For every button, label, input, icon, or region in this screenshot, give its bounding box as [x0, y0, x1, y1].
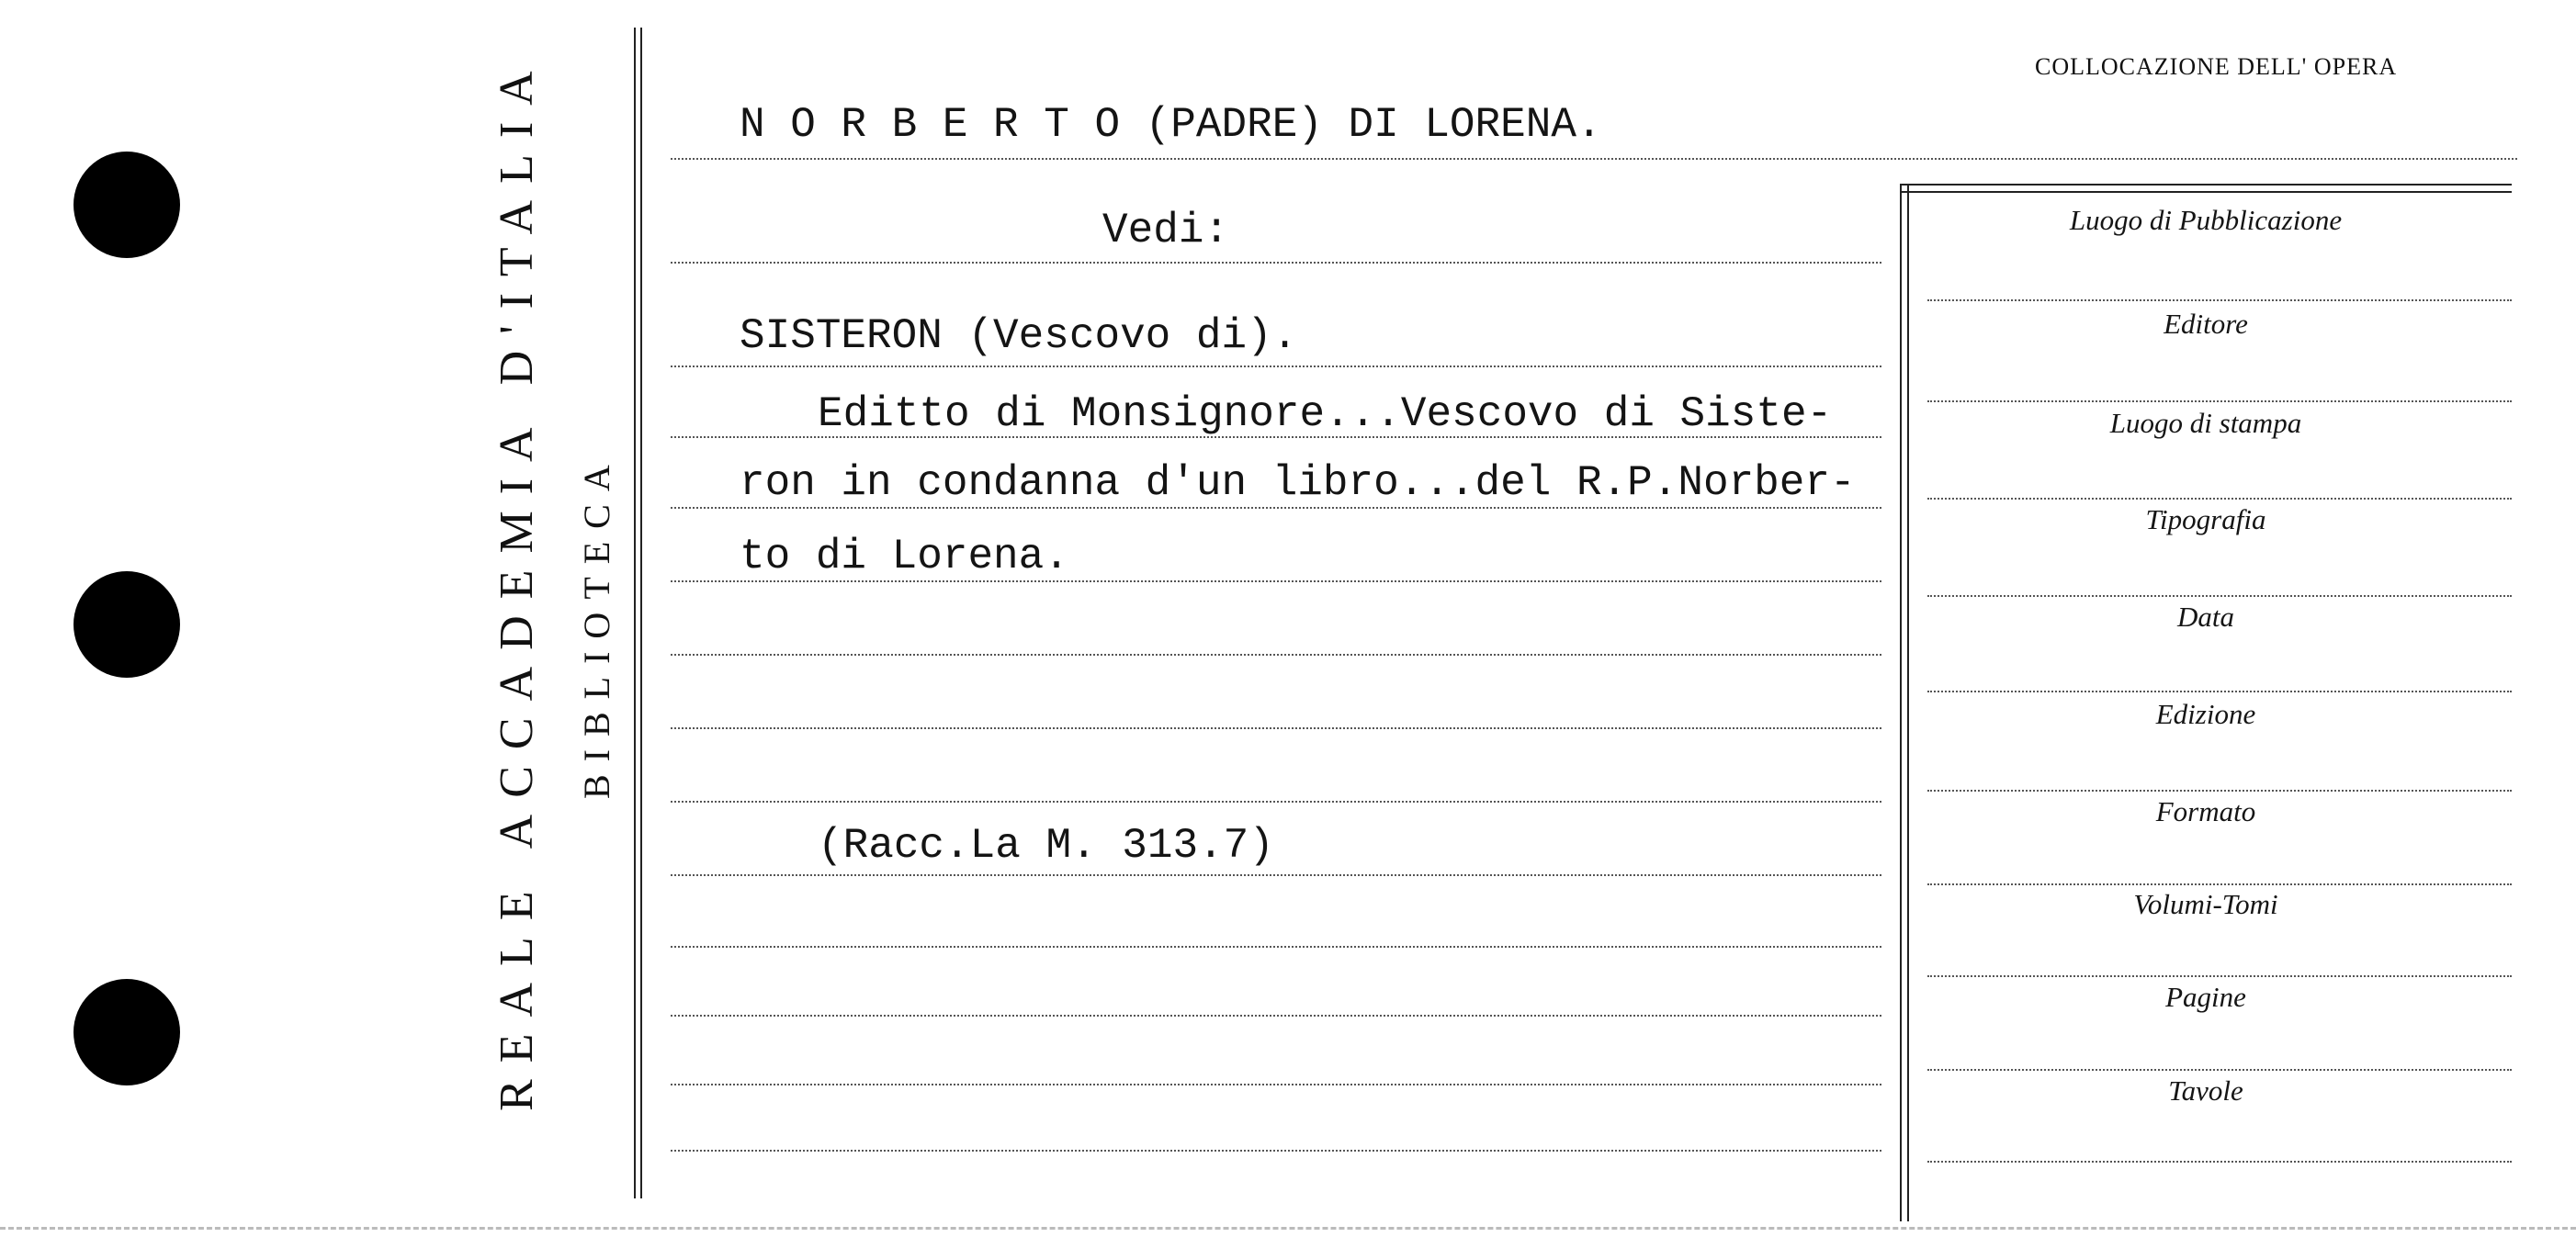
writing-line — [671, 654, 1881, 656]
field-printer: Tipografia — [2145, 503, 2266, 535]
title-line-3: to di Lorena. — [740, 533, 1069, 580]
field-line — [1927, 1069, 2512, 1071]
writing-line — [671, 1015, 1881, 1017]
writing-line — [671, 1084, 1881, 1085]
writing-line — [671, 946, 1881, 948]
writing-line — [671, 874, 1881, 876]
panel-top-rule-a — [1900, 184, 2512, 186]
see-reference: Vedi: — [1102, 207, 1230, 254]
field-format: Formato — [2155, 795, 2256, 827]
field-line — [1927, 498, 2512, 500]
title-line-1: Editto di Monsignore...Vescovo di Siste- — [818, 390, 1833, 438]
field-publisher: Editore — [2164, 308, 2248, 340]
writing-line — [671, 262, 1881, 264]
field-place-of-publication: Luogo di Pubblicazione — [2069, 204, 2343, 236]
card-bottom-edge — [0, 1227, 2576, 1230]
academy-name: REALE ACCADEMIA D'ITALIA — [491, 54, 543, 1111]
field-volumes: Volumi-Tomi — [2133, 888, 2278, 920]
field-line — [1927, 1161, 2512, 1163]
writing-line — [671, 1150, 1881, 1152]
field-line — [1927, 400, 2512, 402]
collocation-heading: COLLOCAZIONE DELL' OPERA — [2035, 53, 2398, 80]
field-plates: Tavole — [2168, 1074, 2243, 1107]
publication-fields-panel — [1900, 184, 2512, 1221]
author-heading: N O R B E R T O (PADRE) DI LORENA. — [740, 101, 1602, 149]
library-name: BIBLIOTECA — [576, 452, 617, 799]
title-line-2: ron in condanna d'un libro...del R.P.Norber- — [740, 459, 1856, 507]
shelfmark: (Racc.La M. 313.7) — [818, 822, 1274, 870]
field-line — [1927, 691, 2512, 692]
field-line — [1927, 299, 2512, 301]
field-line — [1927, 790, 2512, 792]
field-pages: Pagine — [2165, 981, 2246, 1013]
left-rule-b — [640, 28, 642, 1198]
field-place-of-printing: Luogo di stampa — [2109, 407, 2302, 439]
writing-line — [671, 801, 1881, 803]
left-rule-a — [634, 28, 636, 1198]
writing-line — [671, 365, 1881, 367]
punch-hole-bottom — [73, 979, 180, 1085]
punch-hole-top — [73, 152, 180, 258]
reference-author: SISTERON (Vescovo di). — [740, 312, 1298, 360]
field-line — [1927, 883, 2512, 885]
panel-top-rule-b — [1900, 191, 2512, 193]
field-line — [1927, 595, 2512, 597]
field-line — [1927, 975, 2512, 977]
punch-hole-middle — [73, 571, 180, 678]
writing-line — [671, 158, 2517, 160]
writing-line — [671, 507, 1881, 509]
writing-line — [671, 580, 1881, 582]
field-date: Data — [2177, 601, 2234, 633]
writing-line — [671, 727, 1881, 729]
field-edition: Edizione — [2155, 698, 2256, 730]
